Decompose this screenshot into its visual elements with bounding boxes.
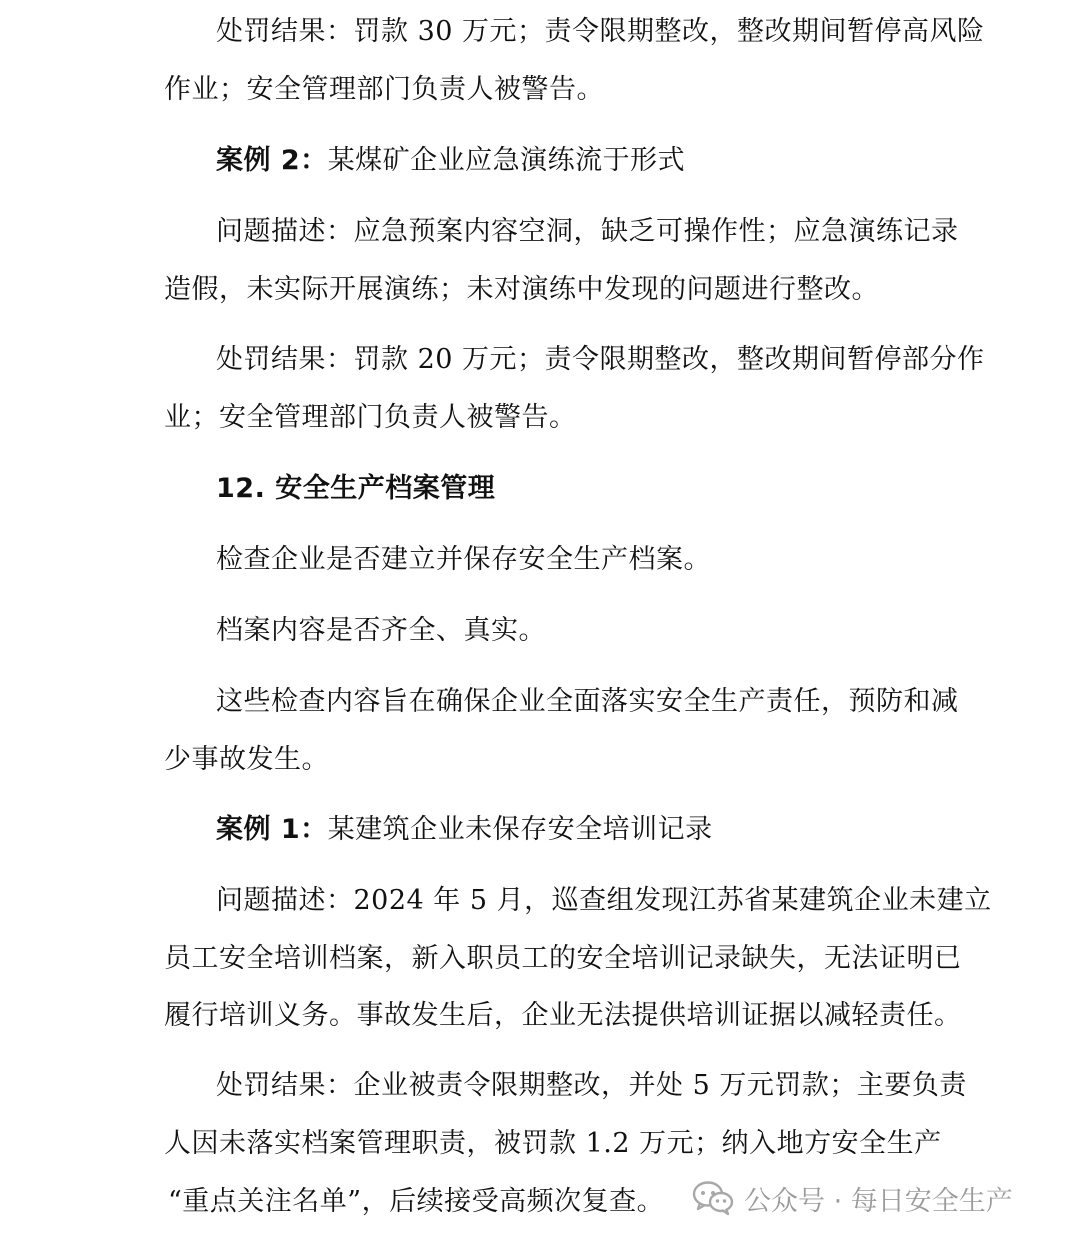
watermark-text: 公众号 · 每日安全生产 xyxy=(744,1185,1013,1217)
problem-line-2: 造假，未实际开展演练；未对演练中发现的问题进行整改。 xyxy=(164,274,879,305)
penalty-line-3: 处罚结果：罚款 20 万元；责令限期整改，整改期间暂停部分作 xyxy=(216,344,985,375)
summary-line-2: 少事故发生。 xyxy=(164,744,329,775)
case-label: 案例 1： xyxy=(216,814,328,845)
problem-line-5: 履行培训义务。事故发生后，企业无法提供培训证据以减轻责任。 xyxy=(164,1000,962,1031)
penalty-line-7: “重点关注名单”，后续接受高频次复查。 xyxy=(168,1186,665,1217)
penalty-line-4: 业；安全管理部门负责人被警告。 xyxy=(164,402,577,433)
wechat-icon xyxy=(692,1180,734,1216)
case-title-text: 某建筑企业未保存安全培训记录 xyxy=(327,814,713,845)
penalty-line-6: 人因未落实档案管理职责，被罚款 1.2 万元；纳入地方安全生产 xyxy=(164,1128,942,1159)
watermark xyxy=(692,1176,1013,1220)
problem-line-4: 员工安全培训档案，新入职员工的安全培训记录缺失，无法证明已 xyxy=(164,943,962,974)
summary-line-1: 这些检查内容旨在确保企业全面落实安全生产责任，预防和减 xyxy=(216,686,959,717)
section-heading: 12. 安全生产档案管理 xyxy=(216,473,496,504)
penalty-line-2: 作业；安全管理部门负责人被警告。 xyxy=(164,74,604,105)
case-title-text: 某煤矿企业应急演练流于形式 xyxy=(327,145,686,176)
problem-line-3: 问题描述：2024 年 5 月，巡查组发现江苏省某建筑企业未建立 xyxy=(216,885,992,916)
case-label: 案例 2： xyxy=(216,145,328,176)
case-1-title xyxy=(216,810,713,850)
case-2-title xyxy=(216,141,685,181)
penalty-line-5: 处罚结果：企业被责令限期整改，并处 5 万元罚款；主要负责 xyxy=(216,1070,967,1101)
check-item-2: 档案内容是否齐全、真实。 xyxy=(216,615,546,646)
check-item-1: 检查企业是否建立并保存安全生产档案。 xyxy=(216,544,711,575)
penalty-line-1: 处罚结果：罚款 30 万元；责令限期整改，整改期间暂停高风险 xyxy=(216,16,985,47)
problem-line-1: 问题描述：应急预案内容空洞，缺乏可操作性；应急演练记录 xyxy=(216,216,959,247)
